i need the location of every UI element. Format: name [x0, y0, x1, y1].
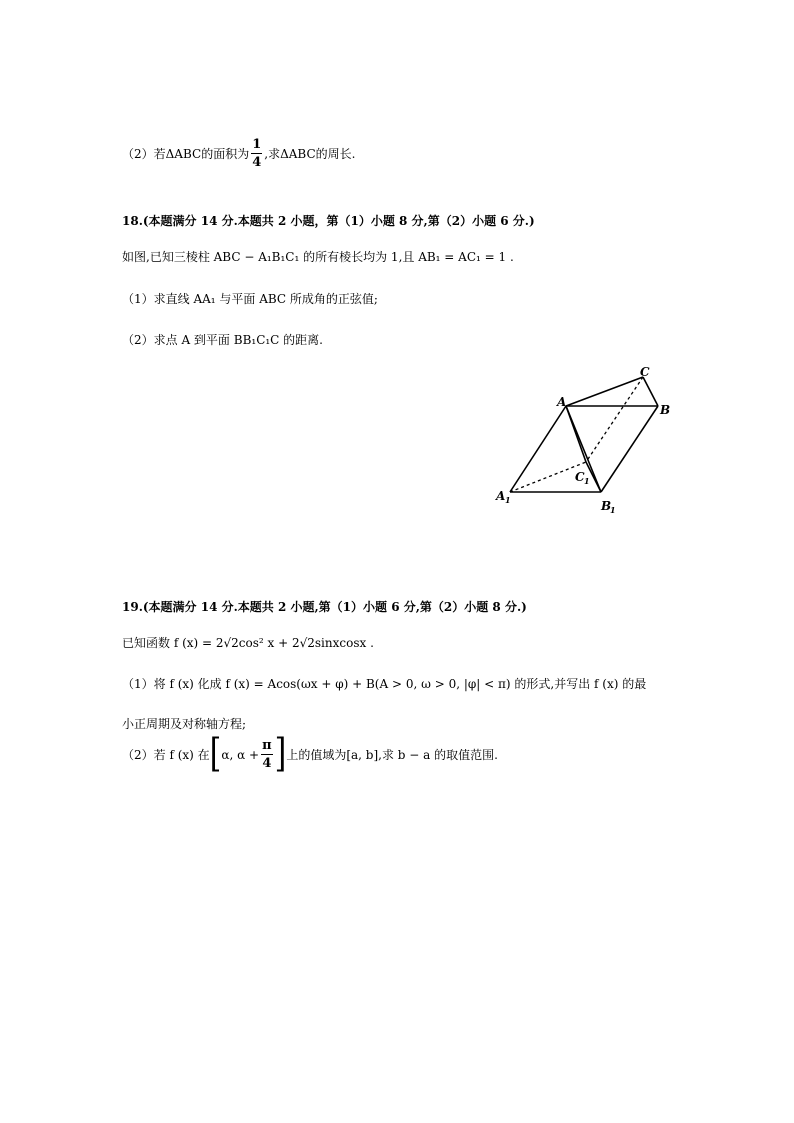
label-c: C — [640, 365, 650, 379]
q17-part2-fraction — [251, 138, 262, 169]
q18-header: 18.(本题满分 14 分.本题共 2 小题，第（1）小题 8 分,第（2）小题 6 分.) — [122, 214, 535, 228]
label-a: A — [557, 395, 567, 409]
q17-frac-numerator: 1 — [252, 137, 262, 152]
q19-part2-line — [122, 731, 498, 777]
right-bracket: ] — [274, 731, 287, 777]
label-a1-sub: 1 — [505, 495, 511, 505]
label-b1-sub: 1 — [610, 505, 616, 515]
label-c1-sub: 1 — [584, 476, 590, 486]
edge-c-b — [643, 377, 658, 406]
edge-a-c — [566, 377, 643, 406]
triangular-prism-figure — [490, 365, 680, 515]
q18-part2: （2）求点 A 到平面 BB₁C₁C 的距离. — [122, 333, 323, 347]
edge-c-c1-dashed — [586, 377, 643, 462]
q19-interval-left: α, α + — [221, 747, 260, 762]
left-bracket: [ — [209, 731, 222, 777]
q19-part1-line1: （1）将 f (x) 化成 f (x) = Acos(ωx + φ) + B(A > 0, ω > 0, |φ| < π) 的形式,并写出 f (x) 的最 — [122, 677, 647, 691]
edge-a-a1 — [510, 406, 566, 492]
edge-b-b1 — [601, 406, 658, 492]
q17-part2-prefix: （2）若ΔABC的面积为 — [122, 146, 250, 161]
q19-part2-suffix: ,求 b − a 的取值范围. — [378, 747, 498, 762]
q19-part2-range: [a, b] — [346, 747, 379, 762]
q19-part2-prefix: （2）若 f (x) 在 — [122, 747, 210, 762]
q17-part2-suffix: ,求ΔABC的周长. — [264, 146, 356, 161]
label-c1: C — [575, 470, 585, 484]
q17-part2-line — [122, 138, 355, 169]
q19-part2-middle: 上的值域为 — [286, 747, 347, 762]
q17-frac-denominator: 4 — [252, 155, 262, 170]
q18-intro: 如图,已知三棱柱 ABC − A₁B₁C₁ 的所有棱长均为 1,且 AB₁ = AC₁ = 1 . — [122, 250, 514, 264]
label-b1: B — [601, 499, 612, 513]
q19-header: 19.(本题满分 14 分.本题共 2 小题,第（1）小题 6 分,第（2）小题 8 分.) — [122, 600, 527, 614]
q19-frac-denominator: 4 — [262, 756, 272, 771]
edge-a-c1 — [566, 406, 586, 462]
label-a1: A — [496, 489, 506, 503]
q18-part1: （1）求直线 AA₁ 与平面 ABC 所成角的正弦值; — [122, 292, 378, 306]
q19-frac-numerator: π — [262, 738, 272, 753]
label-b: B — [660, 403, 671, 417]
q19-part1-line2: 小正周期及对称轴方程; — [122, 717, 247, 731]
q19-pi-fraction — [261, 739, 273, 770]
q19-intro: 已知函数 f (x) = 2√2cos² x + 2√2sinxcosx . — [122, 636, 374, 650]
